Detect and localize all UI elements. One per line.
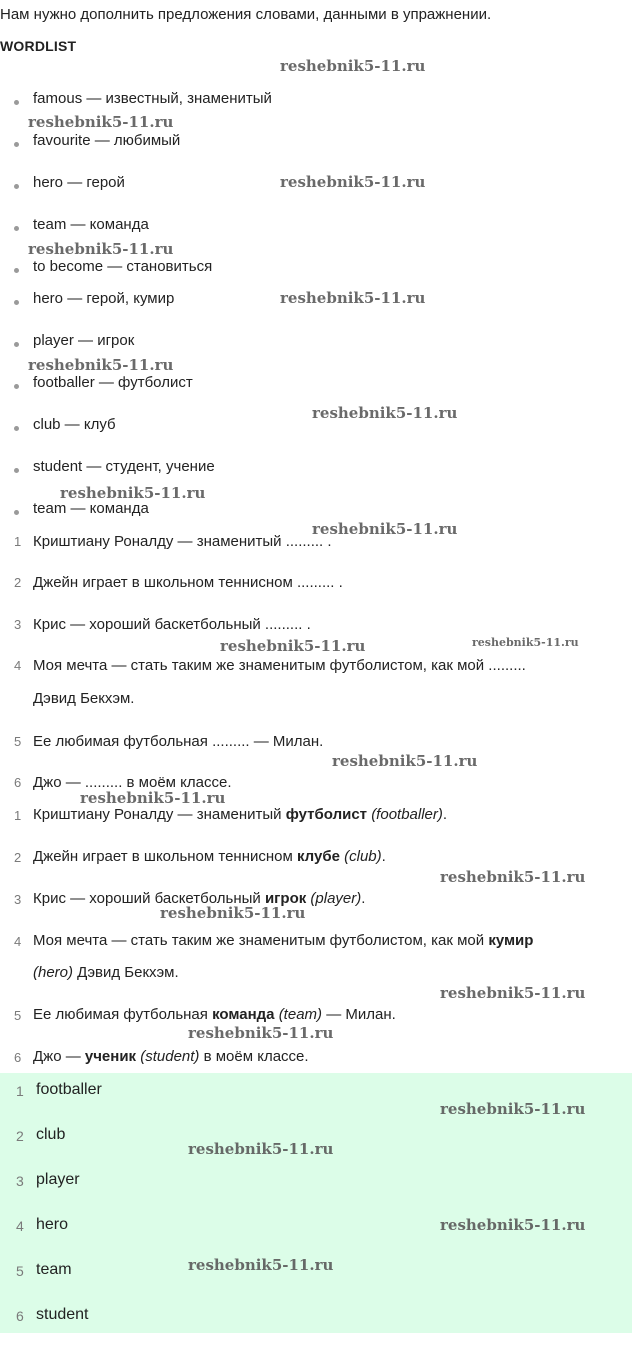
- watermark: reshebnik5-11.ru: [188, 1140, 334, 1158]
- answer-word: клубе: [296, 848, 340, 865]
- short-answer-number: 5: [16, 1263, 24, 1279]
- bullet-icon: [14, 142, 19, 147]
- watermark: reshebnik5-11.ru: [440, 1216, 586, 1234]
- answer-sentence: Криштиану Роналду — знаменитый футболист (footballer).: [33, 806, 448, 823]
- wordlist-item: footballer — футболист: [33, 374, 193, 391]
- task-sentence: Джо — ......... в моём классе.: [33, 774, 232, 791]
- bullet-icon: [14, 268, 19, 273]
- answer-number: 3: [14, 892, 22, 907]
- bullet-icon: [14, 426, 19, 431]
- bullet-icon: [14, 384, 19, 389]
- wordlist-title: WORDLIST: [0, 38, 77, 54]
- watermark: reshebnik5-11.ru: [220, 637, 366, 655]
- answer-sentence: Ее любимая футбольная команда (team) — Милан.: [33, 1006, 396, 1023]
- watermark: reshebnik5-11.ru: [280, 57, 426, 75]
- task-number: 2: [14, 575, 22, 590]
- watermark: reshebnik5-11.ru: [332, 752, 478, 770]
- bullet-icon: [14, 468, 19, 473]
- answer-translation: (club): [344, 848, 382, 865]
- answer-word: ученик: [84, 1048, 137, 1065]
- watermark: reshebnik5-11.ru: [312, 520, 458, 538]
- answer-translation: (player): [310, 890, 362, 907]
- watermark: reshebnik5-11.ru: [280, 289, 426, 307]
- watermark: reshebnik5-11.ru: [440, 868, 586, 886]
- task-sentence: Ее любимая футбольная ......... — Милан.: [33, 733, 324, 750]
- answer-translation: (team): [278, 1006, 323, 1023]
- bullet-icon: [14, 510, 19, 515]
- wordlist-item: to become — становиться: [33, 258, 213, 275]
- short-answer-word: footballer: [36, 1081, 102, 1098]
- answer-sentence: Джейн играет в школьном теннисном клубе (club).: [33, 848, 386, 865]
- answer-number: 4: [14, 934, 22, 949]
- task-sentence: Криштиану Роналду — знаменитый ......... .: [33, 533, 332, 550]
- answer-sentence: Крис — хороший баскетбольный игрок (player).: [33, 890, 366, 907]
- answer-number: 2: [14, 850, 22, 865]
- intro-text: Нам нужно дополнить предложения словами, данными в упражнении.: [0, 6, 492, 23]
- watermark: reshebnik5-11.ru: [440, 984, 586, 1002]
- wordlist-item: hero — герой: [33, 174, 125, 191]
- task-number: 5: [14, 734, 22, 749]
- watermark: reshebnik5-11.ru: [80, 789, 226, 807]
- watermark: reshebnik5-11.ru: [28, 240, 174, 258]
- task-sentence: Джейн играет в школьном теннисном ......... .: [33, 574, 343, 591]
- short-answer-number: 2: [16, 1128, 24, 1144]
- answer-sentence: Джо — ученик (student) в моём классе.: [33, 1048, 309, 1065]
- short-answer-word: team: [36, 1261, 72, 1278]
- answer-translation: (footballer): [371, 806, 443, 823]
- answer-number: 6: [14, 1050, 22, 1065]
- short-answer-word: club: [36, 1126, 66, 1143]
- wordlist-item: student — студент, учение: [33, 458, 215, 475]
- answer-word: кумир: [488, 932, 534, 949]
- watermark: reshebnik5-11.ru: [188, 1256, 334, 1274]
- task-number: 6: [14, 775, 22, 790]
- watermark: reshebnik5-11.ru: [280, 173, 426, 191]
- watermark: reshebnik5-11.ru: [28, 356, 174, 374]
- answer-number: 1: [14, 808, 22, 823]
- short-answer-number: 3: [16, 1173, 24, 1189]
- watermark: reshebnik5-11.ru: [188, 1024, 334, 1042]
- wordlist-item: club — клуб: [33, 416, 116, 433]
- watermark: reshebnik5-11.ru: [60, 484, 206, 502]
- answer-sentence-continued: (hero) Дэвид Бекхэм.: [33, 964, 179, 981]
- short-answer-word: hero: [36, 1216, 69, 1233]
- watermark: reshebnik5-11.ru: [160, 904, 306, 922]
- answer-word: игрок: [264, 890, 307, 907]
- watermark: reshebnik5-11.ru: [28, 113, 174, 131]
- wordlist-item: player — игрок: [33, 332, 135, 349]
- wordlist-item: favourite — любимый: [33, 132, 181, 149]
- bullet-icon: [14, 300, 19, 305]
- short-answer-number: 4: [16, 1218, 24, 1234]
- answer-sentence: Моя мечта — стать таким же знаменитым футболистом, как мой кумир: [33, 932, 534, 949]
- wordlist-item: famous — известный, знаменитый: [33, 90, 272, 107]
- answer-word: команда: [212, 1006, 275, 1023]
- short-answer-number: 6: [16, 1308, 24, 1324]
- task-sentence-continued: Дэвид Бекхэм.: [33, 690, 135, 707]
- task-sentence: Моя мечта — стать таким же знаменитым футболистом, как мой .........: [33, 657, 526, 674]
- bullet-icon: [14, 342, 19, 347]
- answer-translation: (hero): [33, 964, 74, 981]
- short-answer-word: student: [36, 1306, 89, 1323]
- watermark: reshebnik5-11.ru: [472, 636, 579, 649]
- wordlist-item: hero — герой, кумир: [33, 290, 175, 307]
- task-sentence: Крис — хороший баскетбольный ......... .: [33, 616, 311, 633]
- short-answer-word: player: [36, 1171, 80, 1188]
- bullet-icon: [14, 226, 19, 231]
- watermark: reshebnik5-11.ru: [312, 404, 458, 422]
- answer-translation: (student): [140, 1048, 200, 1065]
- wordlist-item: team — команда: [33, 216, 149, 233]
- answer-number: 5: [14, 1008, 22, 1023]
- task-number: 1: [14, 534, 22, 549]
- bullet-icon: [14, 100, 19, 105]
- answer-word: футболист: [285, 806, 368, 823]
- wordlist-item: team — команда: [33, 500, 149, 517]
- bullet-icon: [14, 184, 19, 189]
- task-number: 3: [14, 617, 22, 632]
- task-number: 4: [14, 658, 22, 673]
- short-answer-number: 1: [16, 1083, 24, 1099]
- watermark: reshebnik5-11.ru: [440, 1100, 586, 1118]
